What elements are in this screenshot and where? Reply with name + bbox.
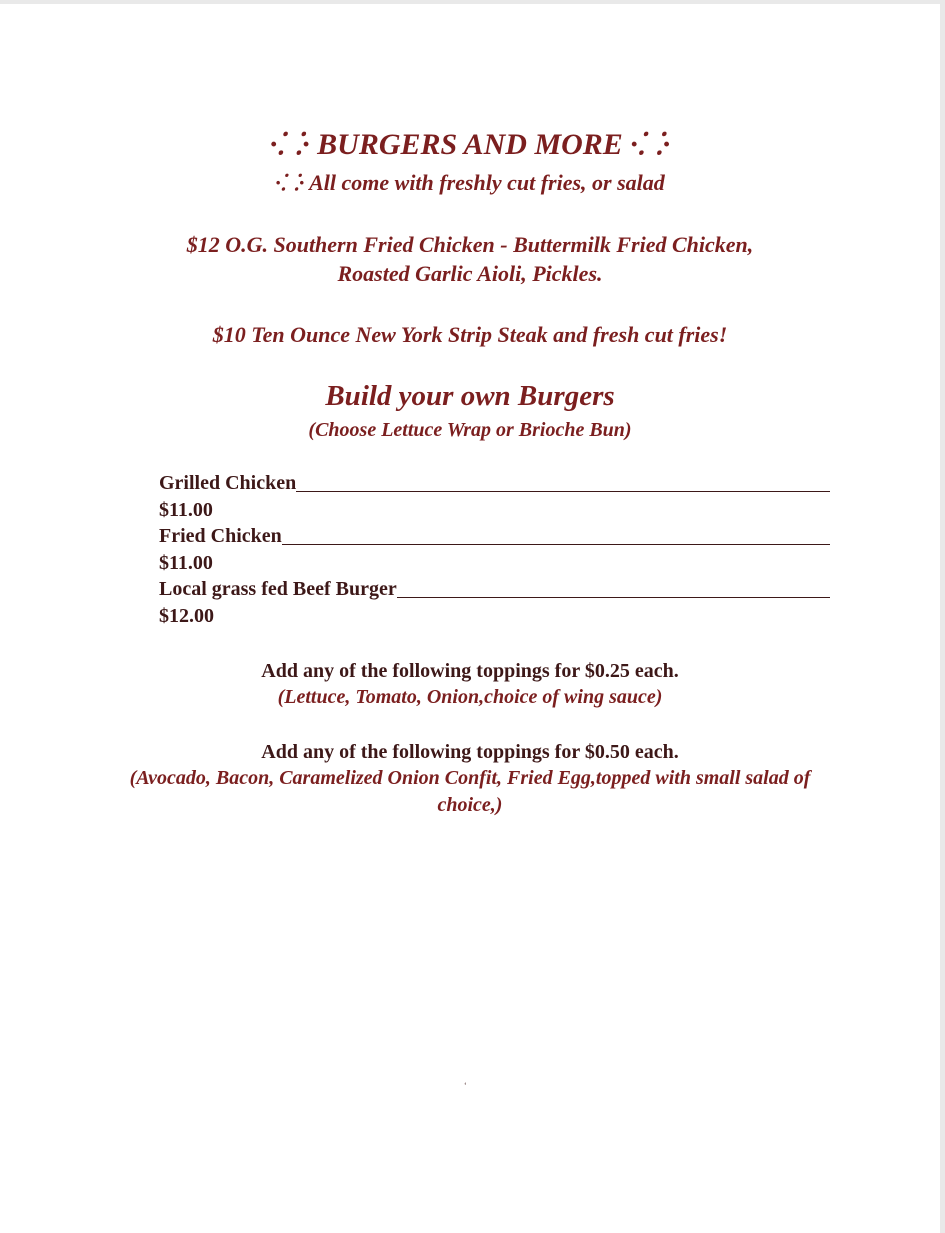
dot-leader-line	[282, 544, 830, 545]
item-price: $11.00	[159, 499, 213, 521]
special-fried-chicken	[0, 230, 940, 288]
special-line: Roasted Garlic Aioli, Pickles.	[337, 261, 603, 286]
menu-page	[0, 4, 940, 1233]
item-name: Local grass fed Beef Burger	[159, 578, 397, 600]
item-price: $11.00	[159, 552, 213, 574]
menu-item	[159, 471, 830, 524]
dot-leader-line	[397, 597, 830, 598]
build-your-own-subtitle: (Choose Lettuce Wrap or Brioche Bun)	[308, 419, 632, 441]
special-line: $10 Ten Ounce New York Strip Steak and fresh cut fries!	[212, 322, 728, 347]
toppings-heading: Add any of the following toppings for $0.25 each.	[261, 660, 679, 682]
toppings-heading: Add any of the following toppings for $0.50 each.	[261, 741, 679, 763]
item-name: Grilled Chicken	[159, 472, 297, 494]
menu-subtitle: ·⸬· All come with freshly cut fries, or salad	[275, 170, 665, 195]
menu-item	[159, 577, 830, 630]
toppings-list: (Lettuce, Tomato, Onion,choice of wing sauce)	[277, 686, 663, 708]
menu-item	[159, 524, 830, 577]
stray-mark: ‘	[464, 1081, 467, 1090]
toppings-tier-1	[0, 658, 940, 711]
item-name: Fried Chicken	[159, 525, 282, 547]
item-price: $12.00	[159, 605, 214, 627]
toppings-list: (Avocado, Bacon, Caramelized Onion Confit, Fried Egg,topped with small salad of choice,)	[129, 767, 811, 816]
burger-item-list	[159, 471, 830, 630]
special-strip-steak	[0, 320, 940, 349]
special-line: $12 O.G. Southern Fried Chicken - Buttermilk Fried Chicken,	[186, 232, 754, 257]
menu-title: ·⸬· BURGERS AND MORE ·⸬·	[269, 128, 671, 161]
dot-leader-line	[296, 491, 830, 492]
toppings-tier-2	[0, 739, 940, 819]
build-your-own-title: Build your own Burgers	[325, 380, 615, 412]
